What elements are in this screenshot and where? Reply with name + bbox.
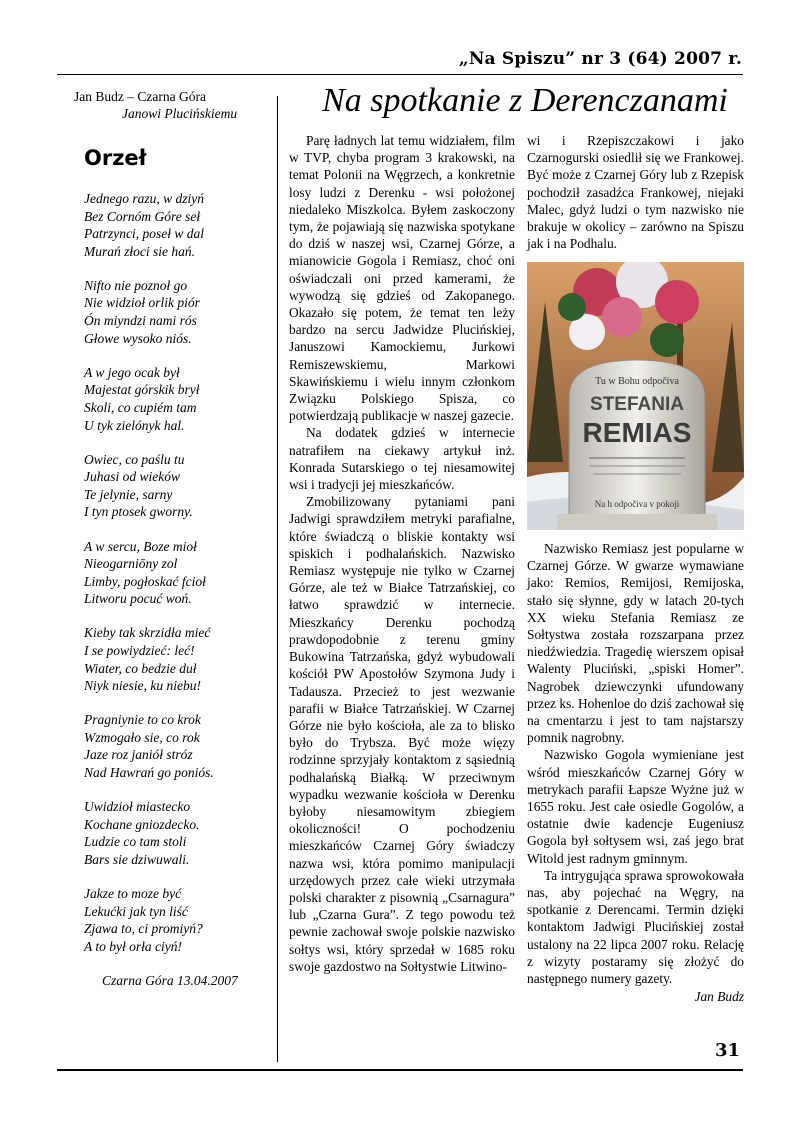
poem-stanza [84, 190, 264, 260]
poem-verse: Kochane gniozdecko. [84, 816, 200, 832]
poem-stanzas [74, 190, 264, 955]
article-signature: Jan Budz [694, 989, 744, 1005]
magazine-issue-title: „Na Spiszu” nr 3 (64) 2007 r. [458, 49, 742, 69]
poem-column [74, 88, 264, 989]
article-title: Na spotkanie z Derenczanami [322, 82, 728, 119]
article-paragraph-continued: wi i Rzepiszczakowi i jako Czarnogurski osiedlił się we Frankowej. Być może z Czarnej Góry lub z Rzepisk pochodził zasadźca Frankowej, niejaki Malec, gdyż ludzi o tym nazwisko nie brakuje w okolicy – zarówno na Spiszu jak i na Podhalu. [527, 133, 744, 252]
poem-verse: Pragniynie to co krok [84, 712, 201, 728]
article-paragraph: Nazwisko Remiasz jest popularne w Czarnej Górze. W gwarze wymawiane jako: Remios, Remijosi, Remijoska, stało się słynne, gdy w latach 20-tych XX wieku Stefania Remiasz ze Sołtystwa została rozszarpana przez niedźwiedzia. Tragedię wierszem opisał Walenty Pluciński, „spiski Homer”. Nagrobek dziewczynki ufundowany przez ks. Hohenloe do dziś zachował się na cmentarzu i jest to tam najstarszy pomnik nagrobny. [527, 541, 744, 746]
poem-verse: I se powiydzieć: leć! [84, 642, 195, 658]
article-column-1 [289, 132, 515, 975]
poem-stanza [84, 711, 264, 781]
poem-verse: U tyk zielónyk hal. [84, 417, 185, 433]
poem-verse: Jakze to moze być [84, 886, 182, 901]
poem-verse: Jednego razu, w dziyń [84, 191, 204, 206]
footer-rule [57, 1069, 743, 1071]
poem-verse: Majestat górskik brył [84, 382, 200, 398]
poem-title: Orzeł [84, 146, 147, 170]
article-column-2-top [527, 132, 744, 252]
poem-verse: I tyn ptosek gworny. [84, 504, 193, 520]
poem-verse: Limby, pogłoskać fcioł [84, 573, 206, 589]
plaque-line-4: Na h odpočiva v pokoji [594, 499, 680, 509]
poem-verse: Nad Hawrań go poniós. [84, 765, 214, 781]
poem-verse: Owiec, co paślu tu [84, 451, 185, 467]
gravestone-photo-image [527, 262, 744, 530]
poem-verse: Ón miyndzi nami rós [84, 313, 197, 329]
poem-author: Jan Budz – Czarna Góra [74, 89, 206, 104]
plaque-line-3: REMIAS [582, 417, 692, 448]
poem-verse: Murań złoci sie hań. [84, 243, 195, 259]
plaque-line-2: STEFANIA [590, 394, 684, 415]
page-header [0, 0, 800, 76]
poem-verse: Nifto nie poznoł go [84, 277, 188, 293]
poem-verse: Bez Cornóm Góre seł [84, 208, 201, 224]
poem-verse: Nie widzioł orlik piór [84, 295, 200, 311]
poem-stanza [84, 885, 264, 955]
poem-stanza [84, 451, 264, 521]
poem-verse: Głowe wysoko niós. [84, 330, 192, 346]
poem-verse: Wzmogało sie, co rok [84, 729, 200, 745]
header-rule [57, 74, 743, 75]
poem-verse: Niyk niesie, ku niebu! [84, 678, 201, 694]
poem-verse: A w sercu, Boze mioł [84, 538, 197, 554]
column-divider [277, 96, 278, 1062]
article-column-2-bottom [527, 540, 744, 1005]
poem-verse: Wiater, co bedzie duł [84, 660, 197, 676]
poem-verse: Ludzie co tam stoli [84, 834, 187, 850]
poem-date: Czarna Góra 13.04.2007 [102, 973, 238, 989]
poem-verse: Litworu pocuć woń. [84, 591, 192, 607]
poem-stanza [84, 798, 264, 868]
article-paragraph: Zmobilizowany pytaniami pani Jadwigi sprawdziłem metryki parafialne, które świadczą o bliskie kontakty wsi spiskich i podhalańskich. Nazwisko Remiasz występuje nie tylko w Czarnej Górze, ale też w Białce Tatrzańskiej, co łatwo sprawdzić w internecie. Mieszkańcy Derenku pochodzą prawdopodobnie z terenu gminy Bukowina Tatrzańska, gdyż wybudowali kościół PW Apostołów Szymona Judy i Tadausza. Przecież to jest wezwanie parafii w Białce Tatrzańskiej. W Czarnej Górze nie było kościoła, ale za to blisko było do Trybsza. Być może więzy rodzinne sprzyjały kontaktom z sąsiednią podhalańską Białką. W przeciwnym wypadku wezwanie kościoła w Derenku byłoby niesamowitym zbiegiem okoliczności! O pochodzeniu mieszkańców Czarnej Góry świadczy nazwa wsi, która pomimo manipulacji urzędowych przez całe wieki utrzymała polski charakter z pisownią „Csarnagura” lub „Czarna Gura”. Z tego powodu też pewnie zachował swoje polskie nazwisko sołtys wsi, który sprzedał w 1685 roku swoje gazdostwo na Sołtystwie Litwino- [289, 494, 515, 974]
plaque-line-1: Tu w Bohu odpočiva [595, 376, 679, 387]
poem-verse: Juhasi od wieków [84, 469, 180, 485]
poem-verse: Zjawa to, ci promiyń? [84, 921, 203, 937]
page-number: 31 [714, 1040, 740, 1061]
article-paragraph: Na dodatek gdzieś w internecie natrafiłem na ciekawy artykuł inż. Konrada Sutarskiego o tej niesamowitej wsi i tradycji jej mieszkańców. [289, 425, 515, 493]
poem-dedication: Janowi Plucińskiemu [122, 106, 238, 121]
poem-stanza [84, 277, 264, 347]
poem-verse: Jaze roz janiół stróz [84, 747, 193, 763]
article-paragraph: Ta intrygująca sprawa sprowokowała nas, aby pojechać na Węgry, na spotkanie z Derencami. Termin dzięki kontaktom Jadwigi Plucińskiej został ustalony na 22 lipca 2007 roku. Relację z wizyty postaramy się złożyć do następnego numery gazety. [527, 867, 744, 987]
poem-stanza [84, 364, 264, 434]
poem-verse: Nieogarniōny zol [84, 556, 178, 572]
article-paragraph: Nazwisko Gogola wymieniane jest wśród mieszkańców Czarnej Góry w metrykach parafii Łapsze Wyżne już w 1655 roku. Jest całe osiedle Gogolów, a ostatnie dwie kadencje Eugeniusz Gogola był sołtysem wsi, zaś jego brat Witold jest radnym gminnym. [527, 747, 744, 866]
article-paragraph: Parę ładnych lat temu widziałem, film w TVP, chyba program 3 krakowski, na temat Polonii na Węgrzech, a konkretnie losy ludzi z Derenku - wsi położonej niedaleko Miszkolca. Byłem zaskoczony tym, że pojawiają się nazwiska spotykane do dziś w naszej wsi, Czarnej Górze, a mianowicie Gogola i Remiasz, choć oni oświadczali oni przed kamerami, że wywodzą się gdzieś od Zakopanego. Okazało się potem, że temat ten leży bardzo na sercu Jadwidze Plucińskiej, Januszowi Kamockiemu, Jurkowi Remiszewskiemu, Markowi Skawińskiemu i wielu innym członkom Związku Polskiego Spisza, co potwierdzają publikacje w naszej gazecie. [289, 133, 515, 424]
poem-verse: Lekućki jak tyn liść [84, 903, 188, 919]
poem-verse: Uwidzioł miastecko [84, 799, 191, 815]
poem-verse: Te jelynie, sarny [84, 486, 173, 502]
poem-verse: Bars sie dziwuwali. [84, 851, 190, 867]
poem-stanza [84, 624, 264, 694]
poem-verse: A to był orła ciyń! [84, 938, 182, 954]
poem-verse: A w jego ocak był [84, 364, 180, 380]
poem-verse: Patrzynci, poseł w dal [84, 226, 204, 242]
gravestone-photo [527, 262, 744, 530]
poem-verse: Kieby tak skrzidła mieć [84, 625, 211, 641]
poem-stanza [84, 538, 264, 608]
poem-verse: Skoli, co cupiém tam [84, 399, 197, 415]
